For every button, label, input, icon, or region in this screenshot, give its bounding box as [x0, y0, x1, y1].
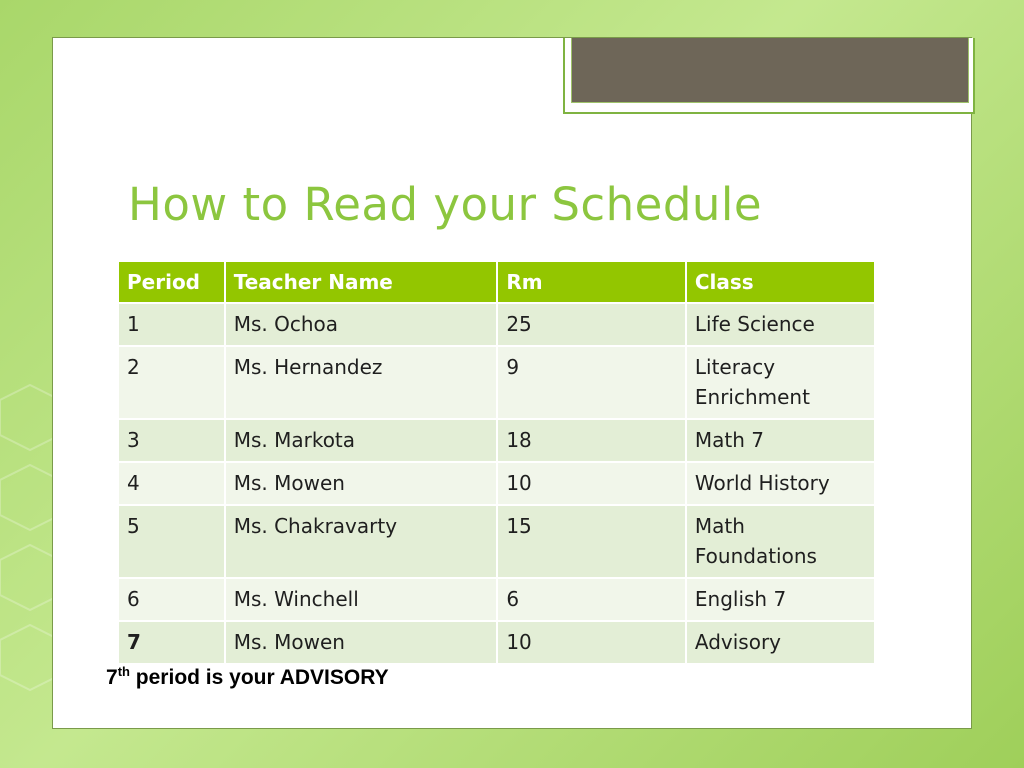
cell-room: 15	[497, 505, 686, 578]
table-row	[118, 578, 875, 621]
decorative-tab-frame	[563, 38, 975, 114]
cell-class: Life Science	[686, 303, 875, 346]
cell-class: Math 7	[686, 419, 875, 462]
footnote-text: period is your ADVISORY	[129, 666, 389, 689]
cell-class: Math Foundations	[686, 505, 875, 578]
decorative-tab-fill	[571, 38, 969, 103]
cell-teacher: Ms. Hernandez	[225, 346, 498, 419]
cell-teacher: Ms. Mowen	[225, 621, 498, 664]
cell-room: 18	[497, 419, 686, 462]
cell-teacher: Ms. Chakravarty	[225, 505, 498, 578]
cell-class: Advisory	[686, 621, 875, 664]
table-row	[118, 303, 875, 346]
cell-room: 9	[497, 346, 686, 419]
cell-teacher: Ms. Ochoa	[225, 303, 498, 346]
footnote-superscript: th	[117, 664, 130, 679]
cell-class: World History	[686, 462, 875, 505]
cell-room: 10	[497, 462, 686, 505]
header-rm: Rm	[497, 261, 686, 303]
cell-room: 6	[497, 578, 686, 621]
table-row	[118, 621, 875, 664]
slide-title: How to Read your Schedule	[128, 178, 763, 231]
cell-teacher: Ms. Markota	[225, 419, 498, 462]
cell-period: 3	[118, 419, 225, 462]
cell-period: 1	[118, 303, 225, 346]
cell-teacher: Ms. Winchell	[225, 578, 498, 621]
header-teacher-name: Teacher Name	[225, 261, 498, 303]
footnote-number: 7	[106, 666, 118, 689]
table-row	[118, 346, 875, 419]
header-period: Period	[118, 261, 225, 303]
table-header-row	[118, 261, 875, 303]
advisory-footnote	[106, 664, 389, 690]
cell-period: 7	[118, 621, 225, 664]
cell-room: 10	[497, 621, 686, 664]
cell-period: 6	[118, 578, 225, 621]
cell-class: English 7	[686, 578, 875, 621]
background-hexagon-pattern	[0, 380, 60, 740]
schedule-table	[117, 260, 876, 665]
cell-period: 4	[118, 462, 225, 505]
table-row	[118, 505, 875, 578]
cell-teacher: Ms. Mowen	[225, 462, 498, 505]
table-row	[118, 462, 875, 505]
table-row	[118, 419, 875, 462]
header-class: Class	[686, 261, 875, 303]
cell-period: 5	[118, 505, 225, 578]
cell-room: 25	[497, 303, 686, 346]
cell-class: Literacy Enrichment	[686, 346, 875, 419]
cell-period: 2	[118, 346, 225, 419]
